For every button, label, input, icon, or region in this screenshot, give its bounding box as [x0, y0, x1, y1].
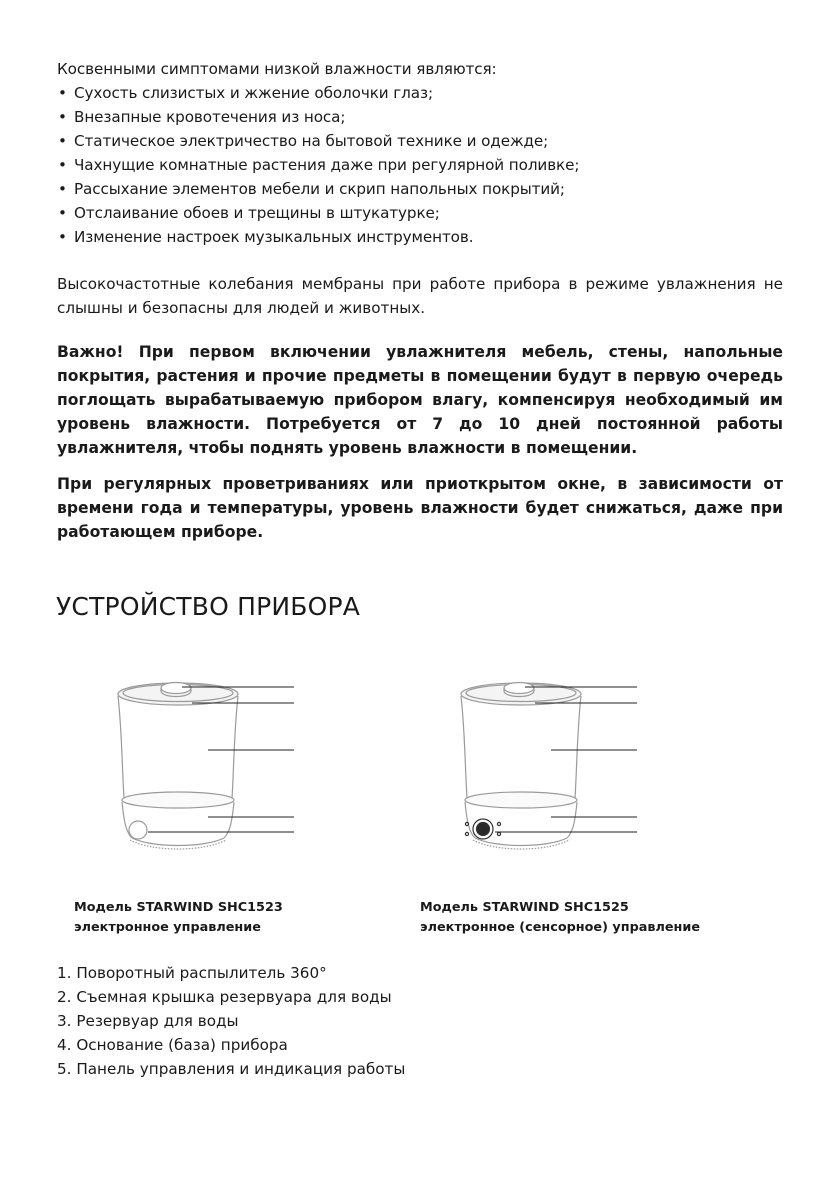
symptom-item: • Сухость слизистых и жжение оболочки глаз;: [57, 81, 797, 105]
symptom-item: • Рассыхание элементов мебели и скрип напольных покрытий;: [57, 177, 797, 201]
symptoms-intro: Косвенными симптомами низкой влажности являются:: [57, 60, 497, 78]
part-item: 2. Съемная крышка резервуара для воды: [57, 988, 392, 1006]
part-item: 4. Основание (база) прибора: [57, 1036, 288, 1054]
humidifier-shc1525-illustration: [455, 672, 645, 864]
humidifier-shc1523-illustration: [112, 672, 302, 864]
callout-lines: [148, 687, 294, 832]
parts-list: [57, 961, 405, 1081]
callout-lines: [495, 687, 637, 832]
symptom-item: • Статическое электричество на бытовой технике и одежде;: [57, 129, 797, 153]
part-item: 1. Поворотный распылитель 360°: [57, 964, 327, 982]
ventilation-paragraph: При регулярных проветриваниях или приоткрытом окне, в зависимости от времени года и температуры, уровень влажности будет снижаться, даже при работающем приборе.: [57, 475, 783, 541]
symptom-item: • Внезапные кровотечения из носа;: [57, 105, 797, 129]
touch-panel: [465, 819, 500, 839]
model-caption: [74, 898, 283, 938]
symptoms-list: [57, 81, 797, 249]
model-name: Модель STARWIND SHC1525: [420, 900, 629, 915]
device-heading: УСТРОЙСТВО ПРИБОРА: [56, 592, 361, 621]
symptom-item: • Изменение настроек музыкальных инструментов.: [57, 225, 797, 249]
symptom-item: • Чахнущие комнатные растения даже при регулярной поливке;: [57, 153, 797, 177]
important-paragraph: Важно! При первом включении увлажнителя мебель, стены, напольные покрытия, растения и прочие предметы в помещении будут в первую очередь поглощать вырабатываемую прибором влагу, компенсируя необходимый им уровень влажности. Потребуется от 7 до 10 дней постоянной работы увлажнителя, чтобы поднять уровень влажности в помещении.: [57, 343, 783, 457]
model-caption: [420, 898, 700, 938]
model-control-type: электронное (сенсорное) управление: [420, 920, 701, 935]
model-name: Модель STARWIND SHC1523: [74, 900, 283, 915]
part-item: 5. Панель управления и индикация работы: [57, 1060, 406, 1078]
model-control-type: электронное управление: [74, 920, 261, 935]
ultrasound-paragraph: Высокочастотные колебания мембраны при работе прибора в режиме увлажнения не слышны и безопасны для людей и животных.: [57, 275, 783, 317]
symptom-item: • Отслаивание обоев и трещины в штукатурке;: [57, 201, 797, 225]
symptoms-section: [57, 57, 797, 249]
part-item: 3. Резервуар для воды: [57, 1012, 239, 1030]
humidifier-body: [118, 683, 238, 850]
